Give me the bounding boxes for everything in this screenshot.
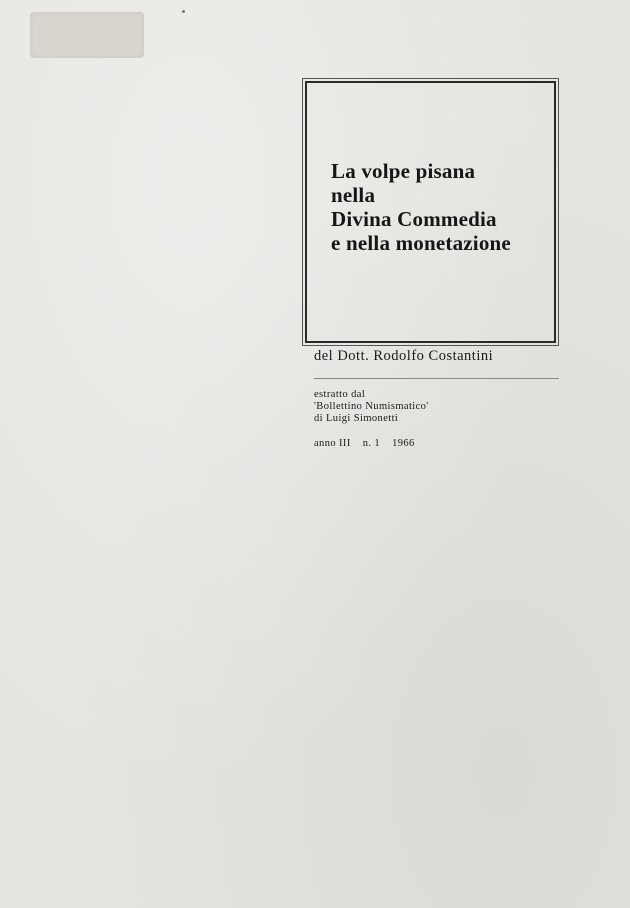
extract-line-3: di Luigi Simonetti: [314, 413, 399, 424]
cover-title: [331, 159, 511, 255]
title-line-3: Divina Commedia: [331, 207, 497, 231]
extract-note: [314, 389, 429, 425]
author-line: del Dott. Rodolfo Costantini: [314, 348, 494, 364]
title-frame: [305, 81, 556, 343]
extract-line-2: 'Bollettino Numismatico': [314, 401, 429, 412]
issue-info: [314, 438, 415, 449]
issue-volume: anno III: [314, 438, 351, 449]
label-sticker: [30, 12, 144, 58]
issue-number: n. 1: [362, 438, 381, 449]
divider: [314, 378, 559, 379]
title-line-1: La volpe pisana: [331, 159, 476, 183]
issue-year: 1966: [392, 438, 415, 449]
title-line-2: nella: [331, 183, 376, 207]
ink-speck: [182, 10, 185, 13]
title-line-4: e nella monetazione: [331, 231, 511, 255]
extract-line-1: estratto dal: [314, 389, 366, 400]
